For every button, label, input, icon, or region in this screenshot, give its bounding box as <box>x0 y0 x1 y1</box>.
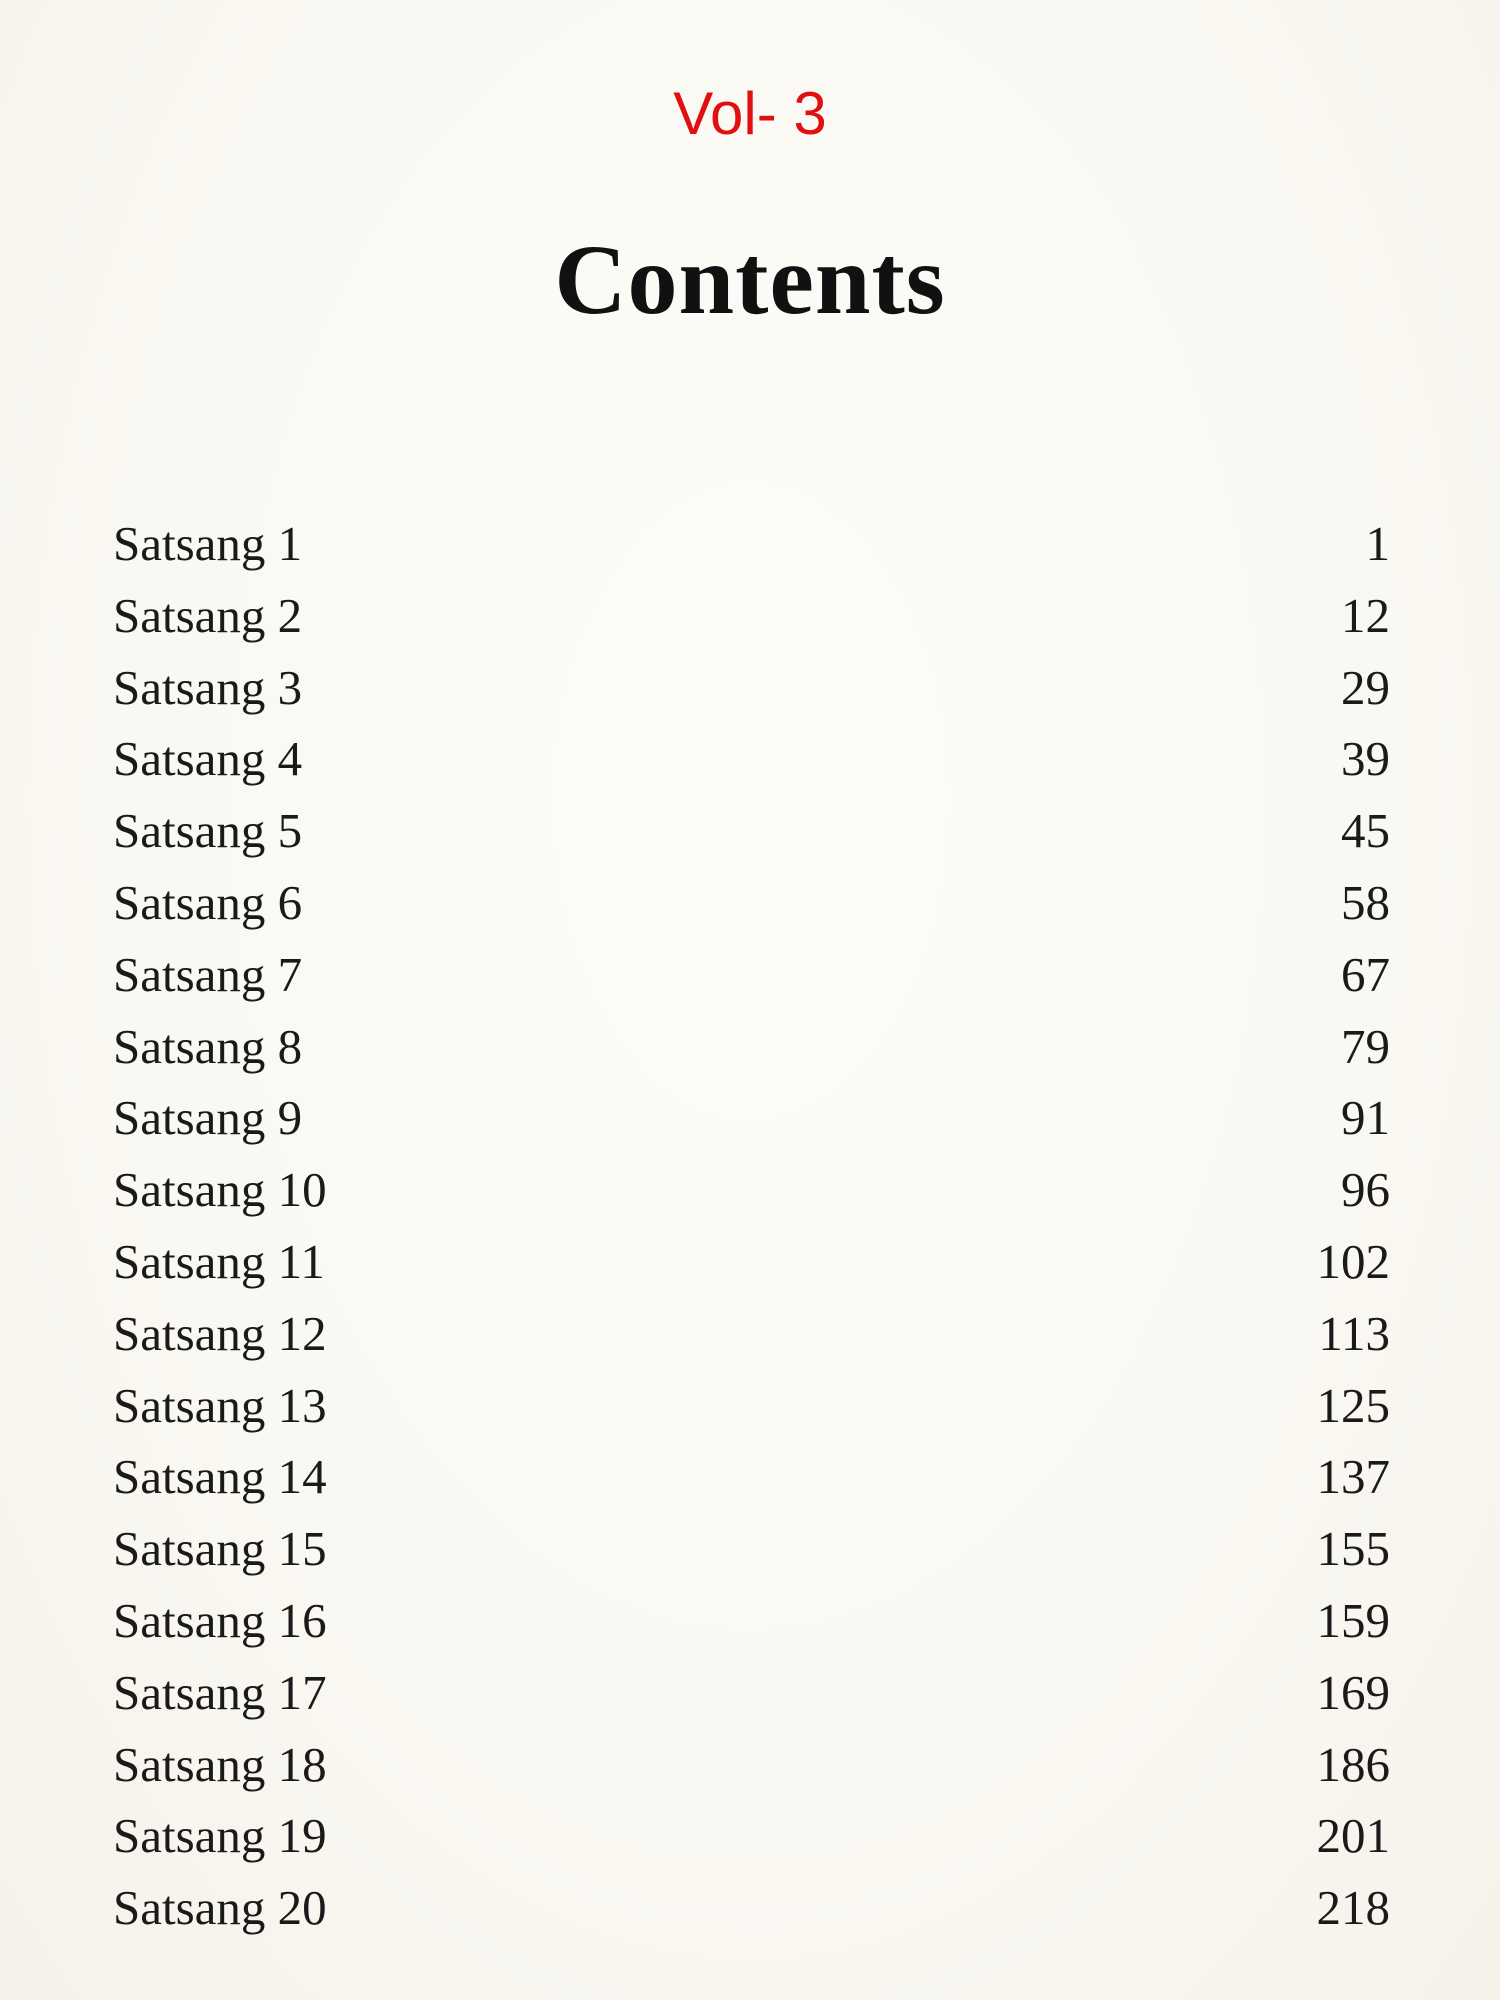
toc-entry-title: Satsang 6 <box>113 874 303 930</box>
toc-entry <box>113 1800 1390 1872</box>
toc-entry-title: Satsang 15 <box>113 1521 327 1577</box>
toc-entry-title: Satsang 16 <box>113 1592 327 1648</box>
toc-entry <box>113 723 1390 795</box>
toc-entry-page-number: 137 <box>1316 1449 1390 1505</box>
toc-entry <box>113 1513 1390 1585</box>
toc-entry-title: Satsang 12 <box>113 1305 327 1361</box>
toc-entry-title: Satsang 10 <box>113 1162 327 1218</box>
toc-entry-page-number: 201 <box>1316 1808 1390 1864</box>
page-title: Contents <box>554 224 946 335</box>
toc-entry-page-number: 218 <box>1316 1880 1390 1936</box>
toc-entry <box>113 508 1390 580</box>
toc-entry-title: Satsang 1 <box>113 516 303 571</box>
toc-entry <box>113 1729 1390 1801</box>
toc-entry <box>113 1370 1390 1442</box>
toc-entry-page-number: 79 <box>1341 1018 1390 1074</box>
toc-entry-title: Satsang 17 <box>113 1664 327 1720</box>
toc-entry <box>113 1657 1390 1729</box>
toc-entry-page-number: 113 <box>1318 1305 1390 1361</box>
toc-entry-page-number: 12 <box>1341 587 1390 643</box>
toc-entry-title: Satsang 9 <box>113 1090 303 1146</box>
toc-entry-page-number: 169 <box>1316 1664 1390 1720</box>
toc-entry-page-number: 29 <box>1341 659 1390 715</box>
toc-entry <box>113 1226 1390 1298</box>
toc-entry-page-number: 67 <box>1341 946 1390 1002</box>
toc-entry <box>113 1082 1390 1154</box>
toc-entry-title: Satsang 5 <box>113 803 303 859</box>
toc-entry <box>113 580 1390 652</box>
toc-entry-page-number: 96 <box>1341 1162 1390 1218</box>
toc-entry <box>113 1872 1390 1944</box>
toc-entry-title: Satsang 14 <box>113 1449 327 1505</box>
toc-entry-page-number: 186 <box>1316 1736 1390 1792</box>
toc-entry <box>113 1298 1390 1370</box>
toc-entry-title: Satsang 11 <box>113 1233 325 1289</box>
toc-entry-title: Satsang 4 <box>113 731 303 787</box>
toc-entry-page-number: 45 <box>1341 803 1390 859</box>
table-of-contents <box>113 508 1390 1944</box>
toc-entry-page-number: 155 <box>1316 1521 1390 1577</box>
toc-entry <box>113 1154 1390 1226</box>
toc-entry-page-number: 1 <box>1365 516 1390 571</box>
toc-entry <box>113 1011 1390 1083</box>
toc-entry-page-number: 102 <box>1316 1233 1390 1289</box>
toc-entry <box>113 795 1390 867</box>
toc-entry <box>113 939 1390 1011</box>
toc-entry <box>113 1441 1390 1513</box>
toc-entry-page-number: 159 <box>1316 1592 1390 1648</box>
toc-entry-title: Satsang 20 <box>113 1880 327 1936</box>
toc-entry-title: Satsang 18 <box>113 1736 327 1792</box>
toc-entry-page-number: 125 <box>1316 1377 1390 1433</box>
toc-entry <box>113 1585 1390 1657</box>
toc-entry <box>113 652 1390 724</box>
toc-entry-title: Satsang 8 <box>113 1018 303 1074</box>
toc-entry-title: Satsang 13 <box>113 1377 327 1433</box>
toc-entry-title: Satsang 19 <box>113 1808 327 1864</box>
toc-entry-page-number: 91 <box>1341 1090 1390 1146</box>
toc-entry <box>113 867 1390 939</box>
toc-entry-page-number: 58 <box>1341 874 1390 930</box>
toc-entry-title: Satsang 2 <box>113 587 303 643</box>
toc-entry-page-number: 39 <box>1341 731 1390 787</box>
toc-entry-title: Satsang 7 <box>113 946 303 1002</box>
toc-entry-title: Satsang 3 <box>113 659 303 715</box>
volume-label: Vol- 3 <box>673 80 827 147</box>
